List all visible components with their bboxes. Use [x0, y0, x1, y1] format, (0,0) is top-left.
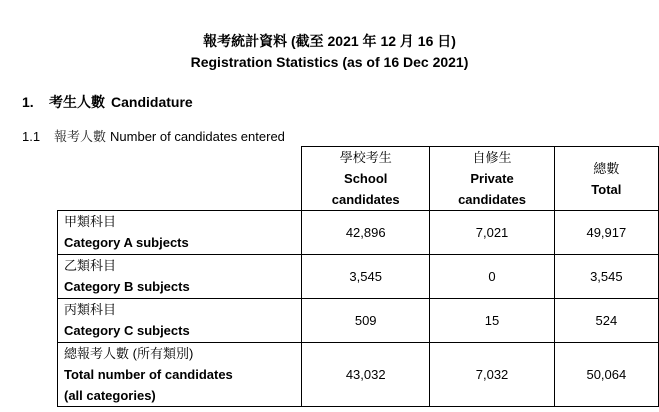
- cell-total: 50,064: [554, 343, 658, 407]
- section-title-chinese: 考生人數: [49, 94, 105, 110]
- section-heading: [22, 93, 193, 111]
- row-label-zh: 丙類科目: [64, 302, 117, 317]
- cell-private: 7,032: [430, 343, 554, 407]
- cell-total: 3,545: [554, 255, 658, 299]
- row-label-en: Total number of candidates: [64, 367, 233, 382]
- title-english: Registration Statistics (as of 16 Dec 2021): [190, 54, 469, 70]
- header-school-zh: 學校考生: [339, 150, 392, 165]
- cell-total: 524: [554, 299, 658, 343]
- cell-total: 49,917: [554, 211, 658, 255]
- row-label-en: Category A subjects: [64, 235, 189, 250]
- row-label-total: [58, 343, 302, 407]
- cell-school: 3,545: [302, 255, 430, 299]
- subsection-number: 1.1: [22, 129, 41, 144]
- row-label-en-continued: (all categories): [64, 388, 156, 403]
- header-total-zh: 總數: [593, 160, 620, 176]
- header-school-en1: School: [344, 171, 388, 186]
- row-label-category-a: [58, 211, 302, 255]
- section-title-english: Candidature: [111, 94, 193, 110]
- section-number: 1.: [22, 94, 34, 110]
- candidates-table: [57, 146, 659, 407]
- subsection-title-chinese: 報考人數: [54, 129, 107, 144]
- row-label-en: Category B subjects: [64, 279, 190, 294]
- cell-private: 15: [430, 299, 554, 343]
- cell-school: 42,896: [302, 211, 430, 255]
- row-label-zh: 總報考人數 (所有類別): [64, 346, 194, 361]
- subsection-title-english: Number of candidates entered: [110, 129, 285, 144]
- row-label-category-c: [58, 299, 302, 343]
- row-label-zh: 乙類科目: [64, 258, 117, 273]
- table-row-total: [58, 343, 659, 407]
- table-row: [58, 255, 659, 299]
- header-private-zh: 自修生: [472, 150, 512, 165]
- cell-private: 7,021: [430, 211, 554, 255]
- cell-school: 43,032: [302, 343, 430, 407]
- header-school-en2: candidates: [331, 192, 400, 207]
- header-private-candidates: [430, 147, 554, 211]
- header-blank-cell: [58, 147, 302, 211]
- header-private-en2: candidates: [458, 192, 526, 207]
- header-private-en1: Private: [470, 171, 514, 186]
- page-title: [0, 32, 659, 72]
- header-total-en1: Total: [591, 181, 622, 197]
- cell-school: 509: [302, 299, 430, 343]
- table-header-row: [58, 147, 659, 211]
- header-total: [554, 147, 658, 211]
- row-label-zh: 甲類科目: [64, 214, 117, 229]
- title-chinese: 報考統計資料 (截至 2021 年 12 月 16 日): [203, 33, 456, 49]
- table-row: [58, 299, 659, 343]
- subsection-heading: [22, 128, 285, 146]
- header-school-candidates: [302, 147, 430, 211]
- row-label-en: Category C subjects: [64, 323, 190, 338]
- table-row: [58, 211, 659, 255]
- cell-private: 0: [430, 255, 554, 299]
- row-label-category-b: [58, 255, 302, 299]
